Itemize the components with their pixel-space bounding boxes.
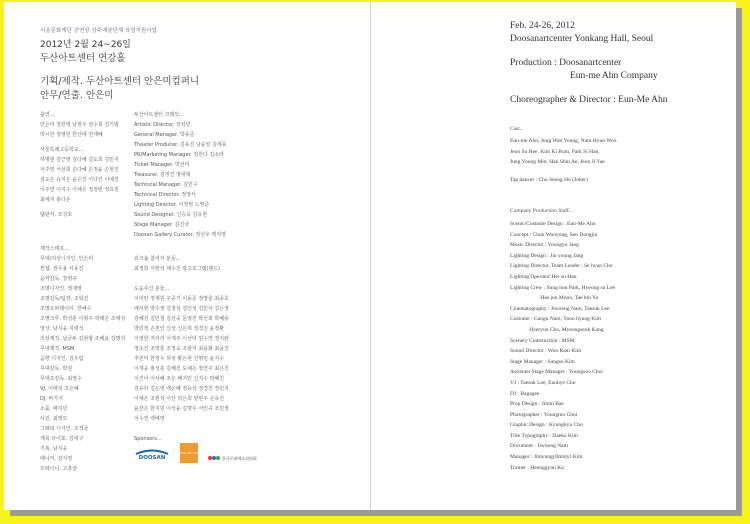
korean-staff-line: 제목 타이포. 김대구 bbox=[40, 436, 84, 442]
korean-workshop-line: 최정희 서현석 채수진 광고포그램(랜드) bbox=[134, 266, 220, 272]
korean-cast-line: 서주연 서선희 손다혜 손정윤 손현진 bbox=[40, 167, 119, 173]
korean-credit-line: Technical Manager. 김민수 bbox=[134, 182, 198, 188]
staff-line: Title Typography : Daeku Kim bbox=[510, 432, 578, 439]
staff-line: Sound Director : Woo Ram Kim bbox=[510, 348, 582, 355]
korean-credit-line: Lighting Director. 이정현 노영준 bbox=[134, 202, 210, 208]
korean-cast-line: 하명현 김근영 김다혜 김도희 김민지 bbox=[40, 157, 119, 163]
staff-line: Document : Jiwoong Nam bbox=[510, 443, 568, 450]
korean-credit-line: Technical Director. 정영서 bbox=[134, 192, 196, 198]
korean-credit-line: 두산아트센터 크레딧... bbox=[134, 112, 184, 118]
korean-staff-line: 조명디자인. 정재영 bbox=[40, 286, 82, 292]
korean-venue: 두산아트센터 연강홀 bbox=[40, 53, 126, 64]
korean-credit-line: PR/Marketing Manager. 정원다 김소라 bbox=[134, 152, 224, 158]
korean-thanks-line: 이예은 조현석 이산 허은희 양현주 손유진 bbox=[134, 396, 225, 402]
staff-line: Lighting Design : Jin young Jang bbox=[510, 252, 584, 259]
korean-staff-line: 무대/의상디자인. 안은미 bbox=[40, 256, 94, 262]
staff-label: Company Production Staff... bbox=[510, 208, 573, 214]
doosan-logo bbox=[134, 446, 170, 460]
korean-staff-line: 제작스태프... bbox=[40, 246, 69, 252]
korean-credit-line: Stage Manager. 김진국 bbox=[134, 222, 190, 228]
svg-text:한국문화예술위원회: 한국문화예술위원회 bbox=[222, 456, 257, 461]
korean-credit-line: Treasurer. 김정진 정대혁 bbox=[134, 172, 191, 178]
staff-line: Assistant Stage Manager : Youngsoo Choi bbox=[510, 369, 603, 376]
korean-staff-line: 조명크루. 박성훈 이형주 곽래은 조태성 bbox=[40, 316, 126, 322]
staff-line: Cinematography : Jiwoong Nam, Taesuk Lee bbox=[510, 305, 610, 312]
korean-staff-line: 사진. 최영모 bbox=[40, 416, 68, 422]
korean-produced-by: 기획/제작. 두산아트센터 안은미컴퍼니 bbox=[40, 76, 200, 87]
korean-thanks-line: 김유하 김은영 백은혜 정유석 정경진 정민지 bbox=[134, 386, 229, 392]
korean-staff-line: 음향 디자인. 김우람 bbox=[40, 356, 84, 362]
korean-credit-line: Artistic Director. 장석민 bbox=[134, 122, 191, 128]
korean-credit-line: Sound Designer. 신승욱 김유현 bbox=[134, 212, 208, 218]
english-venue: Doosanartcenter Yonkang Hall, Seoul bbox=[510, 34, 654, 44]
korean-thanks-block bbox=[134, 284, 229, 424]
staff-line: Scenery Construction : MSM bbox=[510, 337, 575, 344]
korean-cast-line: 이주연 이지수 이채은 정정빈 정효원 bbox=[40, 187, 119, 193]
brochure-spread bbox=[4, 2, 736, 510]
staff-line: Lighting Crew : Sung hun Park, Hyeong su Lee bbox=[510, 284, 615, 291]
staff-line: Hae jun Moon, Tae bin Yu bbox=[510, 295, 599, 302]
korean-choreographer: 안무/연출. 안은미 bbox=[40, 90, 114, 101]
korean-credit-line: Theater Producer. 김유진 남윤일 김세동 bbox=[134, 142, 227, 148]
staff-line: Trainer : Heunggyun Ko bbox=[510, 464, 565, 471]
korean-thanks-line: 김혜선 김민철 김선숙 문영진 박선희 박혜용 bbox=[134, 316, 229, 322]
staff-line: Lighting Director, Team Leader : Se hyun Cho bbox=[510, 263, 613, 270]
cast-line: Eun-me Ahn, Jung Wan Young, Nam Hyun Woo bbox=[510, 138, 617, 144]
korean-thanks-line: 박민정 손천인 신상 신은희 정경진 윤정환 bbox=[134, 326, 225, 332]
staff-line: Graphic Design : Kyungkyu Cho bbox=[510, 422, 583, 429]
left-page bbox=[4, 2, 370, 510]
staff-line: Photographer : Youngmo Choi bbox=[510, 411, 578, 418]
korean-cast-line: 박시한 정영민 한산애 전재혜 bbox=[40, 132, 103, 138]
korean-thanks-line: 윤찬은 한지원 이석윤 김명우 서인규 조민정 bbox=[134, 406, 229, 412]
staff-line: Music Director : Youngyu Jang bbox=[510, 242, 579, 249]
korean-cast-line: 출연... bbox=[40, 112, 55, 118]
staff-line: Concept : Chun Wooyong, Seo Dongjin bbox=[510, 231, 598, 238]
sponsors-label: Sponsors... bbox=[134, 436, 162, 442]
korean-thanks-line: 도움주신 분들... bbox=[134, 286, 170, 292]
korean-staff-line: 무대감독. 박원 bbox=[40, 366, 73, 372]
staff-line: Prop Design : Jimin Bae bbox=[510, 401, 564, 408]
staff-line: Stage Manager : Sungsu Kim bbox=[510, 358, 575, 365]
korean-thanks-line: 이진아 이사혜 조은 배지민 신지수 박혜진 bbox=[134, 376, 225, 382]
korean-staff-line: 그래픽 디자인. 조경국 bbox=[40, 426, 89, 432]
arts-council-logo bbox=[206, 448, 262, 461]
korean-staff-line: 조명오퍼레이터. 한혜수 bbox=[40, 306, 92, 312]
korean-thanks-line: 배서현 박수정 김정석 김인성 김민서 김은정 bbox=[134, 306, 229, 312]
korean-staff-block bbox=[40, 244, 125, 474]
korean-staff-line: 조명감독/팀장. 조혁진 bbox=[40, 296, 89, 302]
staff-line: DJ : Bagagee bbox=[510, 390, 540, 397]
svg-text:SEOUL ART SPACE: SEOUL ART SPACE bbox=[177, 452, 201, 455]
korean-staff-line: DJ. 바가지 bbox=[40, 396, 63, 402]
svg-text:DOOSAN: DOOSAN bbox=[138, 455, 166, 461]
staff-list bbox=[510, 219, 615, 473]
staff-line: VJ : Taesuk Lee, Eunhye Cho bbox=[510, 379, 576, 386]
korean-credit-line: Doosan Gallery Curator. 정선우 백지영 bbox=[134, 232, 226, 238]
korean-thanks-line: 이미란 정재원 구중기 이동준 정영훈 최종호 bbox=[134, 296, 229, 302]
korean-workshop-line: 워크숍 참여자 분들... bbox=[134, 256, 181, 262]
korean-thanks-line: 이수연 백예영 bbox=[134, 416, 165, 422]
seoul-art-space-logo bbox=[177, 443, 201, 463]
korean-cast-line: 탭댄서. 조성호 bbox=[40, 212, 73, 218]
staff-line: Hyeryun Cho, Myeongseok Kang bbox=[510, 326, 604, 333]
korean-cast-block bbox=[40, 110, 119, 220]
korean-thanks-line: 이재웅 홍성훈 김혜진 도예은 장연주 최은진 bbox=[134, 366, 229, 372]
cast-line: Jeon Su Hee, Kim Ki Bum, Park Si Han, bbox=[510, 148, 600, 155]
korean-cast-line: 서울특례고등학교... bbox=[40, 147, 84, 153]
english-date: Feb. 24-26, 2012 bbox=[510, 21, 575, 31]
korean-cast-line: 심도은 유지은 윤은진 이다린 이예진 bbox=[40, 177, 119, 183]
staff-line: Scenic/Costume Design : Eun-Me Ahn bbox=[510, 221, 596, 227]
cast-list bbox=[510, 136, 616, 168]
korean-date: 2012년 2월 24~26일 bbox=[40, 40, 131, 50]
korean-staff-line: 트레이너. 고흥균 bbox=[40, 466, 77, 472]
korean-thanks-line: 추원미 한정우 허성 황은현 신명민 윤지수 bbox=[134, 356, 225, 362]
korean-staff-line: 소품. 배지민 bbox=[40, 406, 68, 412]
production-company: Eun-me Ahn Company bbox=[570, 71, 658, 81]
cast-label: Cast... bbox=[510, 126, 524, 132]
korean-staff-line: 매니저. 김지영 bbox=[40, 456, 73, 462]
korean-workshop-block bbox=[134, 254, 220, 274]
right-page bbox=[371, 2, 736, 510]
korean-credit-line: General Manager. 박동준 bbox=[134, 132, 195, 138]
korean-cast-line: 최예지 홍다은 bbox=[40, 197, 71, 203]
staff-line: Manager : Jimyung(Jimmy) Kim bbox=[510, 454, 583, 461]
korean-thanks-line: 이영한 저자리 이재주 이선덕 임수연 정지완 bbox=[134, 336, 229, 342]
cast-line: Jung Young Min, Han Shin Ae, Jeon Ji Yae bbox=[510, 159, 605, 165]
korean-cast-line: 안은미 정원영 남현우 전수희 김기범 bbox=[40, 122, 119, 128]
korean-credit-block bbox=[134, 110, 227, 240]
production-label: Production : Doosanartcenter bbox=[510, 58, 622, 68]
choreographer-director: Choreographer & Director : Eun-Me Ahn bbox=[510, 95, 668, 105]
tap-dancer: Tap dancer : Cho Seong Ho (Joker) bbox=[510, 177, 588, 183]
korean-staff-line: 음악감독. 장영규 bbox=[40, 276, 77, 282]
korean-credit-line: Ticket Manager. 박선미 bbox=[134, 162, 190, 168]
korean-staff-line: 무대제작. MSM bbox=[40, 346, 75, 352]
korean-staff-line: 의상제작. 남궁두 김현항 조혜윤 강명석 bbox=[40, 336, 126, 342]
sponsor-line: 서울문화재단 공연장 상주예술단체 육성지원사업 bbox=[40, 28, 157, 34]
staff-line: Costume : Gangu Nam, Yoon hyung Kim bbox=[510, 316, 602, 323]
korean-staff-line: 컨셉. 권우용 서동진 bbox=[40, 266, 84, 272]
korean-staff-line: 영상. 남지웅 지태석 bbox=[40, 326, 84, 332]
korean-staff-line: 기록. 남지웅 bbox=[40, 446, 68, 452]
staff-line: Lighting Operator:Her su Han bbox=[510, 273, 577, 280]
korean-staff-line: 무대조감독. 최영수 bbox=[40, 376, 82, 382]
korean-staff-line: VJ. 이태석 조은혜 bbox=[40, 386, 79, 392]
korean-thanks-line: 정소진 조영훈 조정숙 조광자 최윤화 최윤진 bbox=[134, 346, 229, 352]
